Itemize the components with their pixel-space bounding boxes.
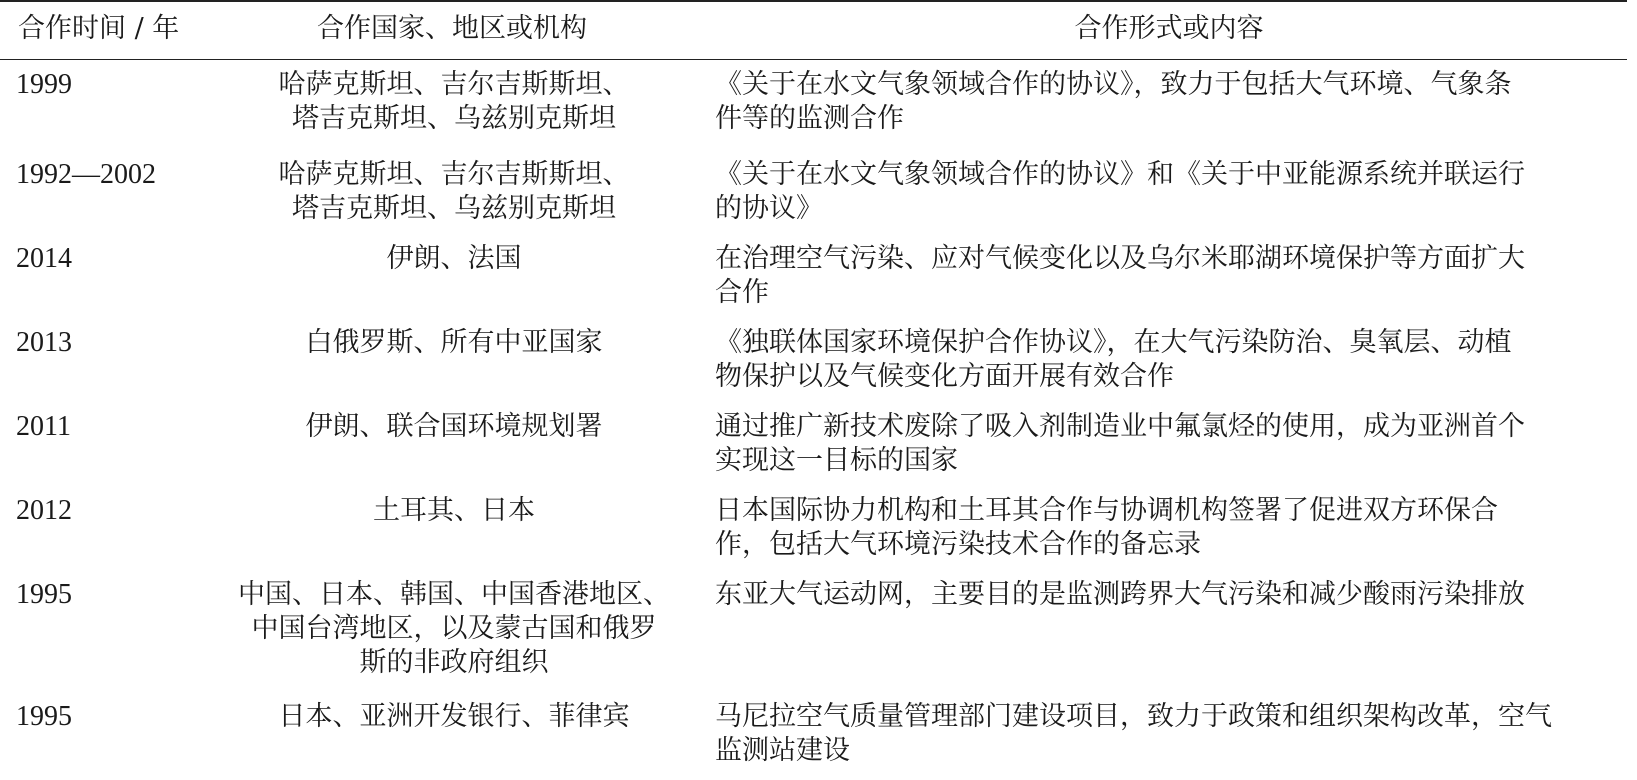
- content-cell: [711, 236, 1627, 320]
- party-cell: [193, 572, 711, 694]
- party-line: 斯的非政府组织: [203, 646, 705, 680]
- party-line: 塔吉克斯坦、乌兹别克斯坦: [203, 102, 705, 136]
- year-cell: 2012: [0, 488, 193, 572]
- content-line: 物保护以及气候变化方面开展有效合作: [715, 360, 1619, 394]
- party-line: 中国、日本、韩国、中国香港地区、: [203, 578, 705, 612]
- content-line: 在治理空气污染、应对气候变化以及乌尔米耶湖环境保护等方面扩大: [715, 242, 1619, 276]
- party-cell: [193, 236, 711, 320]
- party-line: 中国台湾地区，以及蒙古国和俄罗: [203, 612, 705, 646]
- table-row: [0, 152, 1627, 236]
- year-cell: 1999: [0, 60, 193, 153]
- party-cell: [193, 694, 711, 780]
- table-header: [0, 1, 1627, 60]
- header-party: 合作国家、地区或机构: [193, 1, 711, 60]
- party-line: 日本、亚洲开发银行、菲律宾: [203, 700, 705, 734]
- header-content: 合作形式或内容: [711, 1, 1627, 60]
- content-line: 件等的监测合作: [715, 102, 1619, 136]
- table-row: [0, 404, 1627, 488]
- year-cell: 1995: [0, 694, 193, 780]
- party-line: 哈萨克斯坦、吉尔吉斯斯坦、: [203, 68, 705, 102]
- party-line: 伊朗、联合国环境规划署: [203, 410, 705, 444]
- table-row: [0, 694, 1627, 780]
- year-cell: 2013: [0, 320, 193, 404]
- content-line: 合作: [715, 276, 1619, 310]
- table-row: [0, 572, 1627, 694]
- year-cell: 1995: [0, 572, 193, 694]
- content-line: 的协议》: [715, 192, 1619, 226]
- content-cell: [711, 320, 1627, 404]
- year-cell: 2014: [0, 236, 193, 320]
- year-cell: 2011: [0, 404, 193, 488]
- content-cell: [711, 572, 1627, 694]
- table-row: [0, 488, 1627, 572]
- content-line: 监测站建设: [715, 734, 1619, 768]
- table-row: [0, 320, 1627, 404]
- year-cell: 1992—2002: [0, 152, 193, 236]
- content-cell: [711, 488, 1627, 572]
- party-line: 塔吉克斯坦、乌兹别克斯坦: [203, 192, 705, 226]
- header-row: [0, 1, 1627, 60]
- party-cell: [193, 60, 711, 153]
- party-cell: [193, 152, 711, 236]
- content-line: 东亚大气运动网，主要目的是监测跨界大气污染和减少酸雨污染排放: [715, 578, 1619, 612]
- header-year: 合作时间 / 年: [0, 1, 193, 60]
- party-line: 伊朗、法国: [203, 242, 705, 276]
- content-line: 实现这一目标的国家: [715, 444, 1619, 478]
- party-cell: [193, 320, 711, 404]
- content-cell: [711, 694, 1627, 780]
- party-line: 哈萨克斯坦、吉尔吉斯斯坦、: [203, 158, 705, 192]
- content-line: 通过推广新技术废除了吸入剂制造业中氟氯烃的使用，成为亚洲首个: [715, 410, 1619, 444]
- party-line: 白俄罗斯、所有中亚国家: [203, 326, 705, 360]
- table-row: [0, 236, 1627, 320]
- content-line: 作，包括大气环境污染技术合作的备忘录: [715, 528, 1619, 562]
- content-line: 日本国际协力机构和土耳其合作与协调机构签署了促进双方环保合: [715, 494, 1619, 528]
- table-body: [0, 60, 1627, 780]
- party-cell: [193, 488, 711, 572]
- content-cell: [711, 152, 1627, 236]
- content-cell: [711, 404, 1627, 488]
- party-line: 土耳其、日本: [203, 494, 705, 528]
- content-line: 《关于在水文气象领域合作的协议》和《关于中亚能源系统并联运行: [715, 158, 1619, 192]
- content-line: 《独联体国家环境保护合作协议》，在大气污染防治、臭氧层、动植: [715, 326, 1619, 360]
- table-row: [0, 60, 1627, 153]
- content-line: 《关于在水文气象领域合作的协议》，致力于包括大气环境、气象条: [715, 68, 1619, 102]
- content-cell: [711, 60, 1627, 153]
- party-cell: [193, 404, 711, 488]
- content-line: 马尼拉空气质量管理部门建设项目，致力于政策和组织架构改革，空气: [715, 700, 1619, 734]
